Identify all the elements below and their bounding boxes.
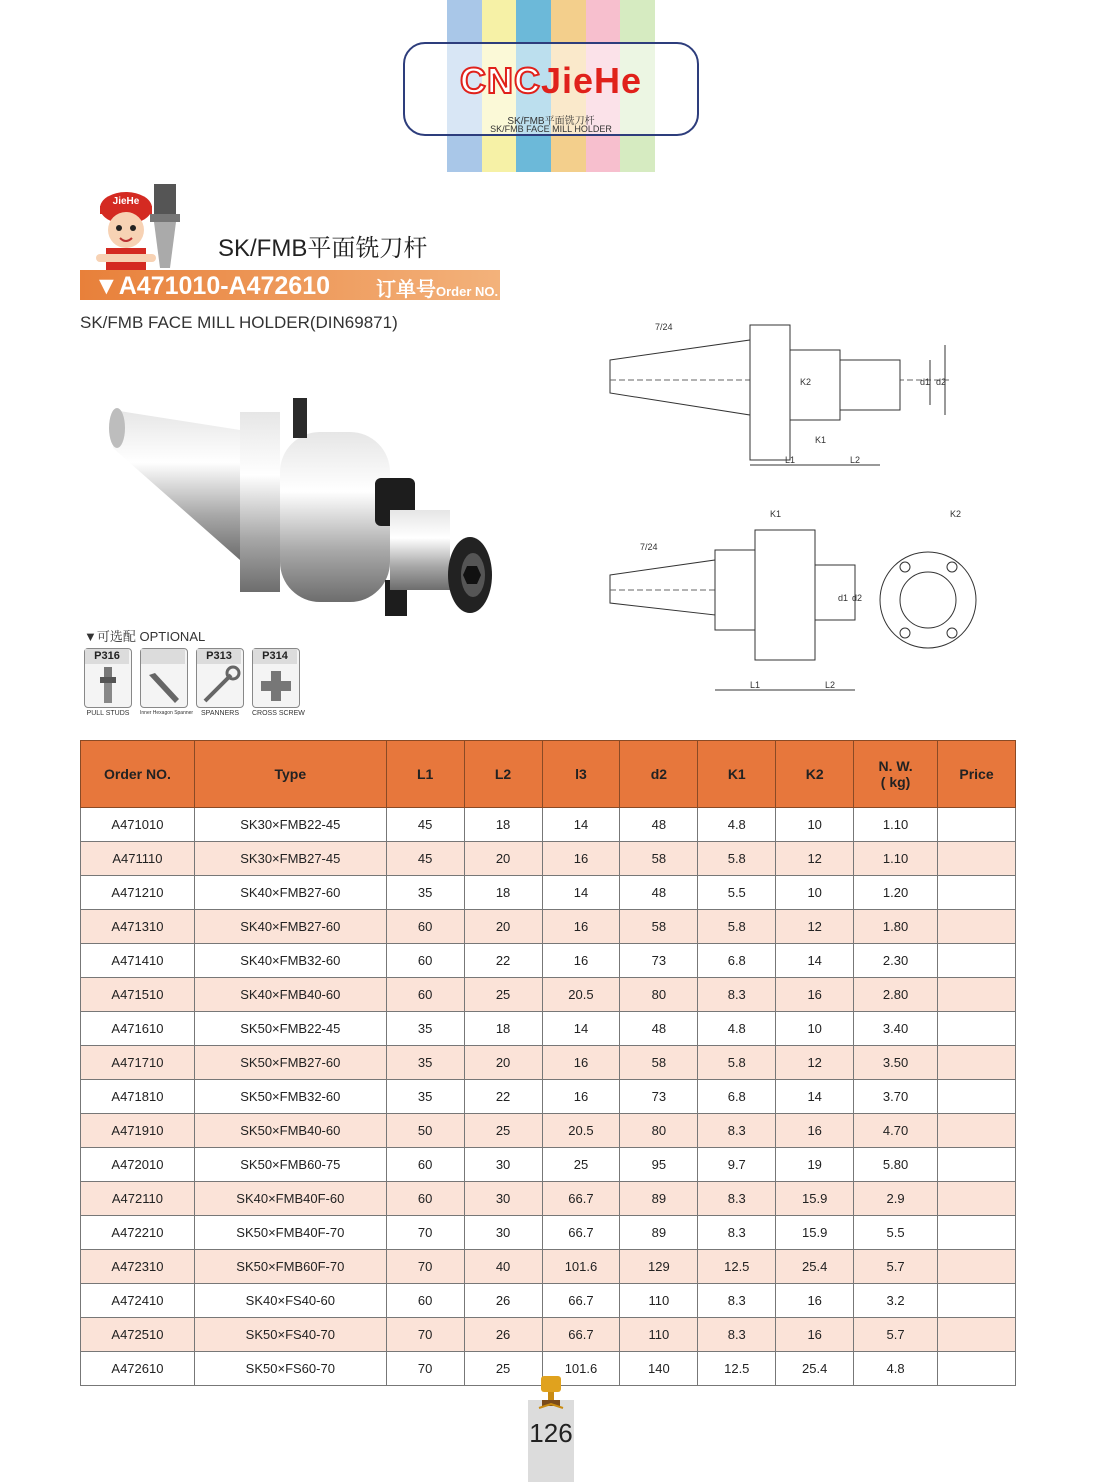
col-type: Type: [194, 741, 386, 808]
cell-k1: 6.8: [698, 1080, 776, 1114]
cell-k2: 16: [776, 1114, 854, 1148]
cell-nw: 1.20: [854, 876, 938, 910]
optional-heading: ▼可选配 OPTIONAL: [84, 629, 206, 644]
cell-l2: 18: [464, 1012, 542, 1046]
optional-code: P314: [253, 649, 297, 664]
cell-l3: 16: [542, 944, 620, 978]
col-d2: d2: [620, 741, 698, 808]
cell-d2: 48: [620, 808, 698, 842]
cell-l1: 50: [386, 1114, 464, 1148]
cell-l1: 60: [386, 944, 464, 978]
hex-key-icon: [141, 665, 187, 707]
specification-table: [80, 740, 1016, 1386]
cell-k1: 6.8: [698, 944, 776, 978]
cell-order-no: A472310: [81, 1250, 195, 1284]
cell-type: SK50×FMB40-60: [194, 1114, 386, 1148]
cell-d2: 73: [620, 944, 698, 978]
taper-label-2: 7/24: [640, 542, 658, 552]
cell-k2: 16: [776, 1284, 854, 1318]
logo-jiehe-text: JieHe: [540, 60, 643, 101]
cell-l2: 26: [464, 1284, 542, 1318]
cell-price: [938, 944, 1016, 978]
cell-type: SK30×FMB22-45: [194, 808, 386, 842]
logo-subtitle-en: SK/FMB FACE MILL HOLDER: [490, 124, 612, 134]
cell-order-no: A471510: [81, 978, 195, 1012]
cell-k1: 5.8: [698, 842, 776, 876]
cell-nw: 3.50: [854, 1046, 938, 1080]
cell-k1: 12.5: [698, 1352, 776, 1386]
optional-caption: SPANNERS: [201, 710, 239, 717]
table-row: [81, 978, 1016, 1012]
dim-k1-label: K1: [815, 435, 827, 445]
cell-order-no: A472210: [81, 1216, 195, 1250]
cell-d2: 80: [620, 1114, 698, 1148]
optional-code: [141, 649, 185, 664]
cell-k2: 10: [776, 876, 854, 910]
col-nw: [854, 741, 938, 808]
cell-k1: 8.3: [698, 1318, 776, 1352]
technical-drawing-side-view: [600, 305, 960, 475]
cell-type: SK50×FMB40F-70: [194, 1216, 386, 1250]
cell-type: SK40×FMB27-60: [194, 910, 386, 944]
mascot-cap-text: JieHe: [112, 196, 140, 207]
brand-logo: [405, 60, 697, 102]
cell-k2: 19: [776, 1148, 854, 1182]
cell-order-no: A471710: [81, 1046, 195, 1080]
cell-k1: 8.3: [698, 1216, 776, 1250]
cell-l2: 25: [464, 1114, 542, 1148]
optional-code: P316: [85, 649, 129, 664]
cell-price: [938, 978, 1016, 1012]
dim-k2-label-2: K2: [950, 509, 962, 519]
cell-nw: 3.70: [854, 1080, 938, 1114]
cell-k2: 25.4: [776, 1250, 854, 1284]
cell-nw: 2.80: [854, 978, 938, 1012]
col-k1: K1: [698, 741, 776, 808]
cell-type: SK50×FMB32-60: [194, 1080, 386, 1114]
col-l2: L2: [464, 741, 542, 808]
dim-d2-label-2: d2: [852, 593, 863, 603]
cell-price: [938, 842, 1016, 876]
cell-order-no: A471210: [81, 876, 195, 910]
table-row: [81, 1046, 1016, 1080]
cell-l2: 20: [464, 910, 542, 944]
cell-order-no: A471410: [81, 944, 195, 978]
dim-d1-label-2: d1: [838, 593, 849, 603]
cell-l1: 35: [386, 1012, 464, 1046]
cell-l2: 30: [464, 1182, 542, 1216]
cell-d2: 58: [620, 842, 698, 876]
cell-order-no: A472110: [81, 1182, 195, 1216]
optional-caption: CROSS SCREW: [252, 710, 305, 717]
cell-order-no: A472410: [81, 1284, 195, 1318]
cell-d2: 48: [620, 1012, 698, 1046]
cell-order-no: A471310: [81, 910, 195, 944]
cell-order-no: A471010: [81, 808, 195, 842]
dim-k1-label-2: K1: [770, 509, 782, 519]
cell-d2: 48: [620, 876, 698, 910]
cell-l2: 25: [464, 978, 542, 1012]
cell-price: [938, 1046, 1016, 1080]
cell-l2: 30: [464, 1148, 542, 1182]
cell-d2: 110: [620, 1318, 698, 1352]
col-nw-line2: ( kg): [880, 774, 911, 790]
cell-l1: 60: [386, 978, 464, 1012]
cell-type: SK50×FMB27-60: [194, 1046, 386, 1080]
cell-price: [938, 1114, 1016, 1148]
cell-l3: 25: [542, 1148, 620, 1182]
cross-screw-icon: [253, 665, 299, 707]
cell-l1: 45: [386, 808, 464, 842]
logo-cnc-text: CNC: [459, 60, 541, 101]
cell-k2: 14: [776, 1080, 854, 1114]
cell-price: [938, 808, 1016, 842]
cell-k2: 12: [776, 842, 854, 876]
product-image: [105, 370, 505, 620]
cell-l2: 22: [464, 1080, 542, 1114]
optional-item: [252, 648, 305, 717]
cell-l3: 14: [542, 1012, 620, 1046]
table-row: [81, 1148, 1016, 1182]
cell-l1: 70: [386, 1250, 464, 1284]
cell-nw: 3.2: [854, 1284, 938, 1318]
dim-l1-label-2: L1: [750, 680, 761, 690]
cell-price: [938, 1216, 1016, 1250]
table-row: [81, 1318, 1016, 1352]
table-row: [81, 1114, 1016, 1148]
cell-l3: 20.5: [542, 978, 620, 1012]
cell-d2: 110: [620, 1284, 698, 1318]
logo-subtitle-cn: SK/FMB平面铣刀杆: [507, 116, 595, 127]
cell-nw: 4.8: [854, 1352, 938, 1386]
cell-d2: 140: [620, 1352, 698, 1386]
cell-nw: 3.40: [854, 1012, 938, 1046]
cell-d2: 80: [620, 978, 698, 1012]
cell-nw: 5.7: [854, 1250, 938, 1284]
optional-caption: Inner Hexagon Spanner: [140, 710, 194, 716]
cell-type: SK50×FMB60-75: [194, 1148, 386, 1182]
cell-l1: 35: [386, 1080, 464, 1114]
cell-k1: 5.8: [698, 1046, 776, 1080]
technical-drawing-flange-view: [600, 505, 980, 700]
cell-l3: 66.7: [542, 1318, 620, 1352]
table-row: [81, 876, 1016, 910]
cell-l3: 66.7: [542, 1182, 620, 1216]
order-number-banner: [80, 270, 500, 300]
taper-label: 7/24: [655, 322, 673, 332]
cell-nw: 5.80: [854, 1148, 938, 1182]
cell-k2: 25.4: [776, 1352, 854, 1386]
optional-caption: PULL STUDS: [86, 710, 130, 717]
cell-l3: 14: [542, 876, 620, 910]
cell-l2: 20: [464, 1046, 542, 1080]
cell-l3: 14: [542, 808, 620, 842]
optional-item: [84, 648, 132, 717]
cell-type: SK40×FMB32-60: [194, 944, 386, 978]
table-row: [81, 944, 1016, 978]
cell-price: [938, 1080, 1016, 1114]
cell-order-no: A471110: [81, 842, 195, 876]
cell-type: SK40×FMB40F-60: [194, 1182, 386, 1216]
cell-k1: 8.3: [698, 1114, 776, 1148]
cell-type: SK50×FMB60F-70: [194, 1250, 386, 1284]
cell-k2: 10: [776, 1012, 854, 1046]
cell-l1: 45: [386, 842, 464, 876]
cell-price: [938, 1012, 1016, 1046]
cell-type: SK40×FMB27-60: [194, 876, 386, 910]
cell-d2: 58: [620, 910, 698, 944]
optional-code: P313: [197, 649, 241, 664]
cell-l2: 20: [464, 842, 542, 876]
cell-l1: 70: [386, 1318, 464, 1352]
table-row: [81, 1080, 1016, 1114]
page-number: 126: [529, 1418, 573, 1448]
cell-l2: 18: [464, 808, 542, 842]
brand-logo-box: [403, 42, 699, 136]
col-k2: K2: [776, 741, 854, 808]
order-label: [376, 273, 498, 302]
mascot-illustration: [92, 178, 192, 270]
cell-order-no: A472010: [81, 1148, 195, 1182]
cell-order-no: A472610: [81, 1352, 195, 1386]
cell-k1: 8.3: [698, 1182, 776, 1216]
cell-nw: 2.30: [854, 944, 938, 978]
cell-l2: 22: [464, 944, 542, 978]
dim-l2-label-2: L2: [825, 680, 836, 690]
table-row: [81, 910, 1016, 944]
cell-nw: 1.10: [854, 842, 938, 876]
cell-nw: 1.10: [854, 808, 938, 842]
cell-price: [938, 1284, 1016, 1318]
page-subtitle: SK/FMB FACE MILL HOLDER(DIN69871): [80, 313, 398, 332]
cell-price: [938, 1352, 1016, 1386]
col-order-no: Order NO.: [81, 741, 195, 808]
col-price: Price: [938, 741, 1016, 808]
cell-d2: 129: [620, 1250, 698, 1284]
cell-type: SK40×FS40-60: [194, 1284, 386, 1318]
dim-k2-label: K2: [800, 377, 812, 387]
cell-type: SK50×FMB22-45: [194, 1012, 386, 1046]
cell-k1: 4.8: [698, 808, 776, 842]
cell-k1: 12.5: [698, 1250, 776, 1284]
optional-accessories: [84, 648, 305, 717]
cell-l1: 60: [386, 1182, 464, 1216]
table-row: [81, 1216, 1016, 1250]
cell-k2: 16: [776, 978, 854, 1012]
dim-l2-label: L2: [850, 455, 861, 465]
dim-d2-label: d2: [936, 377, 947, 387]
cell-l1: 70: [386, 1216, 464, 1250]
cell-nw: 1.80: [854, 910, 938, 944]
table-row: [81, 1250, 1016, 1284]
cell-l3: 16: [542, 910, 620, 944]
cell-l1: 60: [386, 910, 464, 944]
spanner-icon: [197, 665, 243, 707]
cell-type: SK40×FMB40-60: [194, 978, 386, 1012]
cell-nw: 2.9: [854, 1182, 938, 1216]
col-l1: L1: [386, 741, 464, 808]
cell-nw: 5.7: [854, 1318, 938, 1352]
cell-k2: 15.9: [776, 1216, 854, 1250]
cell-k2: 12: [776, 910, 854, 944]
table-header-row: [81, 741, 1016, 808]
pull-stud-icon: [85, 665, 131, 707]
cell-l1: 35: [386, 876, 464, 910]
cell-k2: 16: [776, 1318, 854, 1352]
table-row: [81, 808, 1016, 842]
cell-order-no: A471610: [81, 1012, 195, 1046]
dim-d1-label: d1: [920, 377, 931, 387]
optional-item: [140, 648, 194, 717]
cell-price: [938, 876, 1016, 910]
cell-k1: 4.8: [698, 1012, 776, 1046]
cell-d2: 95: [620, 1148, 698, 1182]
optional-item: [196, 648, 244, 717]
table-row: [81, 842, 1016, 876]
cell-k2: 14: [776, 944, 854, 978]
cell-l1: 70: [386, 1352, 464, 1386]
cell-k1: 9.7: [698, 1148, 776, 1182]
trophy-icon: [536, 1374, 566, 1412]
cell-k1: 5.8: [698, 910, 776, 944]
cell-price: [938, 1250, 1016, 1284]
cell-k2: 10: [776, 808, 854, 842]
cell-k1: 8.3: [698, 1284, 776, 1318]
col-l3: l3: [542, 741, 620, 808]
cell-price: [938, 1182, 1016, 1216]
cell-l1: 60: [386, 1284, 464, 1318]
cell-l2: 26: [464, 1318, 542, 1352]
cell-l3: 16: [542, 842, 620, 876]
cell-price: [938, 910, 1016, 944]
cell-d2: 73: [620, 1080, 698, 1114]
cell-l1: 35: [386, 1046, 464, 1080]
order-label-en: Order NO.: [436, 284, 499, 299]
cell-l2: 30: [464, 1216, 542, 1250]
cell-order-no: A471810: [81, 1080, 195, 1114]
cell-l1: 60: [386, 1148, 464, 1182]
cell-d2: 58: [620, 1046, 698, 1080]
cell-l2: 25: [464, 1352, 542, 1386]
order-label-cn: 订单号: [376, 279, 436, 301]
cell-l3: 101.6: [542, 1250, 620, 1284]
cell-k1: 8.3: [698, 978, 776, 1012]
cell-k2: 15.9: [776, 1182, 854, 1216]
cell-nw: 4.70: [854, 1114, 938, 1148]
cell-l3: 16: [542, 1080, 620, 1114]
cell-l2: 40: [464, 1250, 542, 1284]
table-row: [81, 1284, 1016, 1318]
cell-k2: 12: [776, 1046, 854, 1080]
cell-nw: 5.5: [854, 1216, 938, 1250]
cell-order-no: A471910: [81, 1114, 195, 1148]
page-title-cn: SK/FMB平面铣刀杆: [218, 235, 428, 262]
cell-price: [938, 1148, 1016, 1182]
cell-l3: 66.7: [542, 1216, 620, 1250]
cell-l3: 16: [542, 1046, 620, 1080]
cell-d2: 89: [620, 1216, 698, 1250]
cell-l2: 18: [464, 876, 542, 910]
cell-type: SK50×FS60-70: [194, 1352, 386, 1386]
cell-price: [938, 1318, 1016, 1352]
cell-type: SK50×FS40-70: [194, 1318, 386, 1352]
col-nw-line1: N. W.: [878, 758, 913, 774]
cell-l3: 20.5: [542, 1114, 620, 1148]
cell-k1: 5.5: [698, 876, 776, 910]
dim-l1-label: L1: [785, 455, 796, 465]
cell-order-no: A472510: [81, 1318, 195, 1352]
cell-l3: 66.7: [542, 1284, 620, 1318]
order-range: ▼A471010-A472610: [94, 272, 331, 300]
cell-type: SK30×FMB27-45: [194, 842, 386, 876]
cell-l3: 101.6: [542, 1352, 620, 1386]
table-row: [81, 1012, 1016, 1046]
table-row: [81, 1182, 1016, 1216]
cell-d2: 89: [620, 1182, 698, 1216]
